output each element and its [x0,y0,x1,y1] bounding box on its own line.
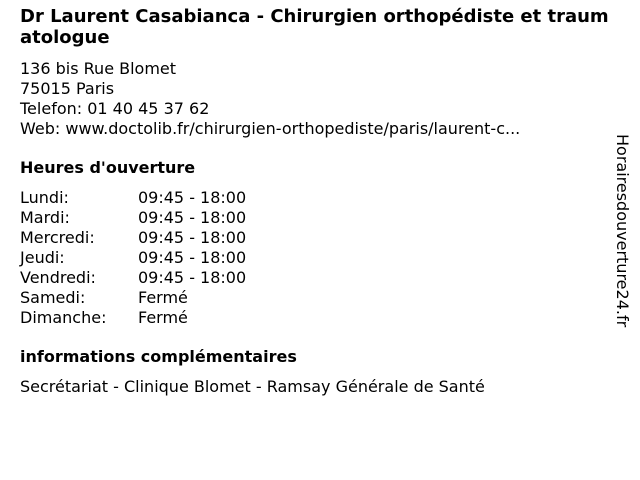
day-label: Jeudi: [20,248,65,267]
hours-row [20,268,612,288]
hours-row [20,248,612,268]
day-hours: 09:45 - 18:00 [138,228,247,247]
hours-row [20,188,612,208]
page-content [20,6,612,397]
day-hours: Fermé [138,308,188,327]
day-hours: 09:45 - 18:00 [138,208,247,227]
day-hours: Fermé [138,288,188,307]
day-label: Lundi: [20,188,69,207]
address-street: 136 bis Rue Blomet [20,59,177,78]
page-title: Dr Laurent Casabianca - Chirurgien orthopédiste et traumatologue [20,6,609,48]
hours-row [20,208,612,228]
day-label: Samedi: [20,288,86,307]
hours-row [20,228,612,248]
day-hours: 09:45 - 18:00 [138,188,247,207]
brand-watermark [612,134,632,374]
hours-heading: Heures d'ouverture [20,158,196,177]
day-label: Dimanche: [20,308,107,327]
day-label: Vendredi: [20,268,96,287]
day-label: Mardi: [20,208,70,227]
info-heading: informations complémentaires [20,347,297,366]
phone-line: Telefon: 01 40 45 37 62 [20,99,210,118]
hours-row [20,288,612,308]
day-label: Mercredi: [20,228,95,247]
hours-table [20,188,612,328]
address-city: 75015 Paris [20,79,115,98]
website-line: Web: www.doctolib.fr/chirurgien-orthopediste/paris/laurent-c... [20,119,521,138]
info-text: Secrétariat - Clinique Blomet - Ramsay Générale de Santé [20,377,485,396]
brand-text: Horairesdouverture24.fr [613,134,632,328]
hours-row [20,308,612,328]
day-hours: 09:45 - 18:00 [138,268,247,287]
day-hours: 09:45 - 18:00 [138,248,247,267]
contact-block [20,59,612,139]
